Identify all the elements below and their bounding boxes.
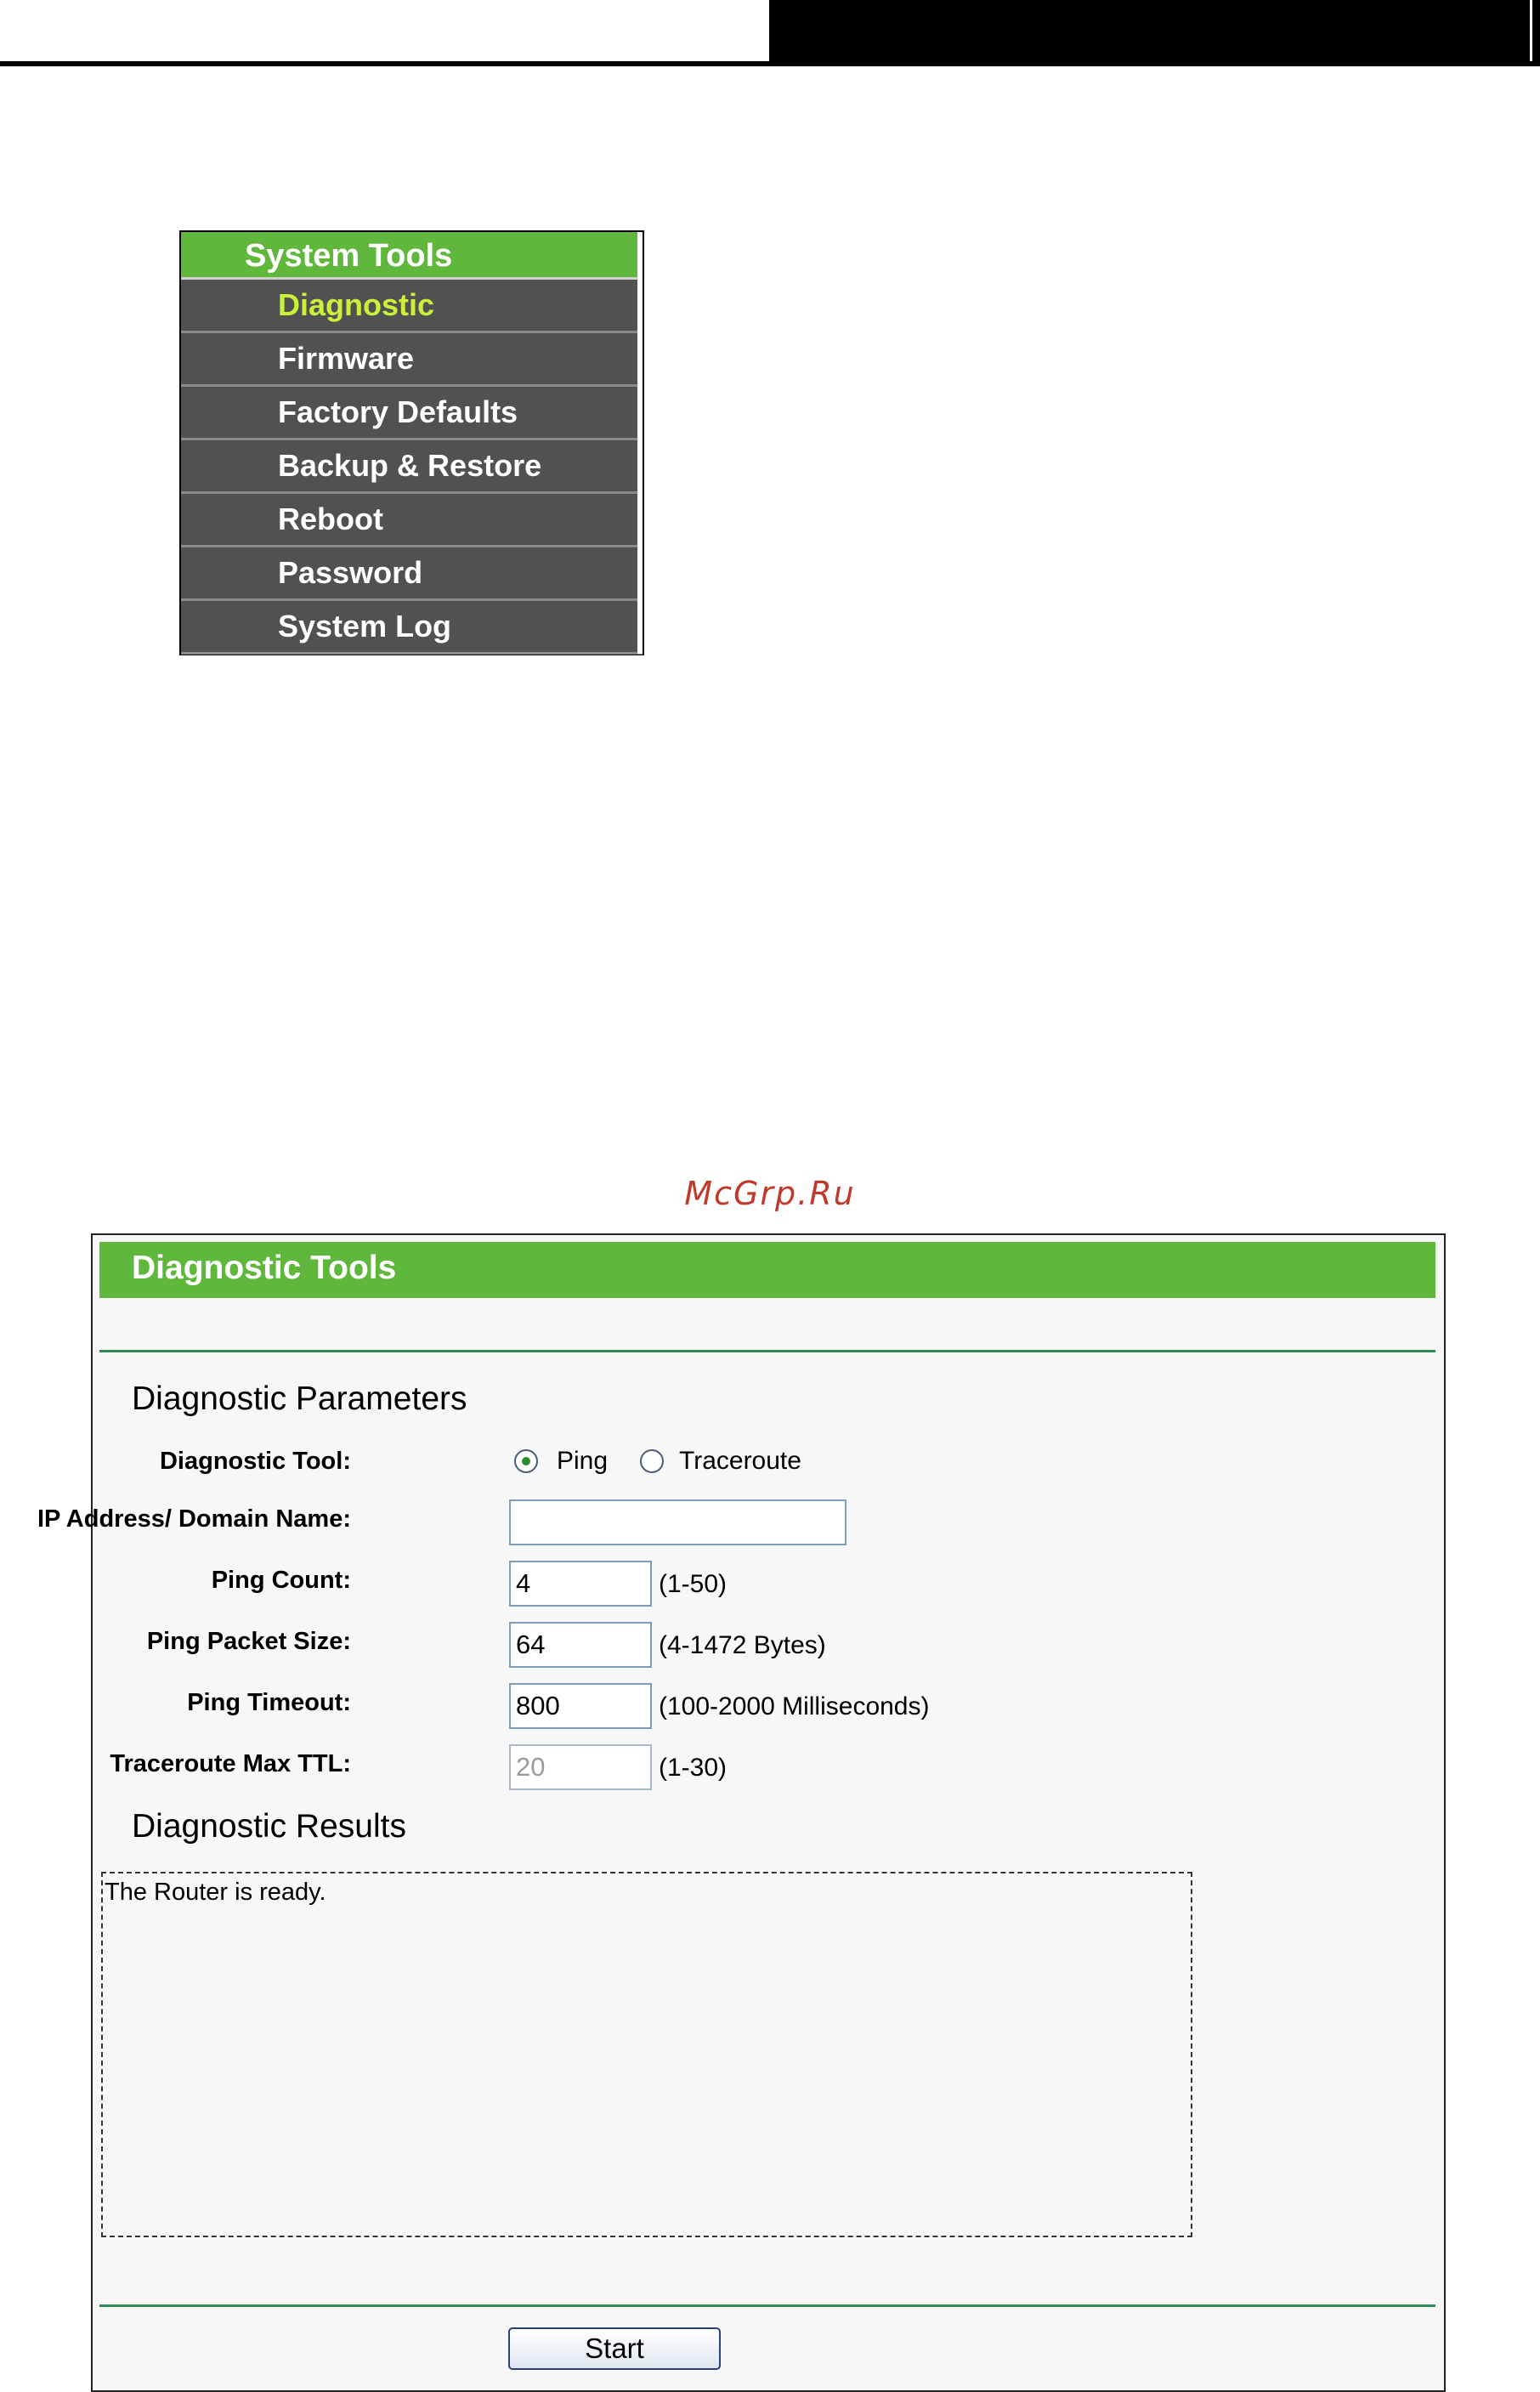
menu-header[interactable]: System Tools <box>181 232 643 280</box>
timeout-label: Ping Timeout: <box>187 1689 351 1716</box>
header-black-block <box>769 0 1540 63</box>
ping-radio[interactable] <box>514 1449 538 1473</box>
packet-size-input[interactable] <box>509 1622 652 1668</box>
menu-item-firmware[interactable]: Firmware <box>181 333 643 387</box>
menu-item-reboot[interactable]: Reboot <box>181 494 643 547</box>
ip-label: IP Address/ Domain Name: <box>37 1505 351 1533</box>
ip-address-input[interactable] <box>509 1499 846 1545</box>
ttl-input[interactable] <box>509 1744 652 1790</box>
start-button[interactable]: Start <box>508 2327 721 2370</box>
results-title: Diagnostic Results <box>132 1808 406 1845</box>
traceroute-radio-label: Traceroute <box>679 1447 801 1475</box>
divider <box>99 1350 1435 1352</box>
timeout-hint: (100-2000 Milliseconds) <box>659 1692 930 1720</box>
watermark: McGrp.Ru <box>684 1175 856 1212</box>
ttl-hint: (1-30) <box>659 1754 728 1782</box>
menu-item-system-log[interactable]: System Log <box>181 601 643 655</box>
divider <box>99 2304 1435 2307</box>
menu-item-password[interactable]: Password <box>181 547 643 601</box>
tool-label: Diagnostic Tool: <box>159 1448 351 1475</box>
menu-item-backup-restore[interactable]: Backup & Restore <box>181 440 643 494</box>
menu-item-diagnostic[interactable]: Diagnostic <box>181 280 643 333</box>
traceroute-radio[interactable] <box>640 1449 664 1473</box>
diagnostic-panel <box>37 1233 1446 2392</box>
packet-size-label: Ping Packet Size: <box>146 1628 351 1655</box>
ping-count-label: Ping Count: <box>211 1567 351 1594</box>
system-tools-menu <box>179 230 644 655</box>
header-block-edge <box>1530 0 1532 63</box>
header-rule <box>0 61 1540 66</box>
packet-size-hint: (4-1472 Bytes) <box>659 1631 826 1659</box>
params-title: Diagnostic Parameters <box>132 1380 467 1417</box>
menu-right-border <box>637 232 643 654</box>
ping-count-input[interactable] <box>509 1561 652 1607</box>
ttl-label: Traceroute Max TTL: <box>110 1750 351 1777</box>
results-text: The Router is ready. <box>105 1879 326 1906</box>
ping-radio-label: Ping <box>557 1447 609 1475</box>
menu-item-factory-defaults[interactable]: Factory Defaults <box>181 387 643 440</box>
timeout-input[interactable] <box>509 1683 652 1729</box>
results-box <box>101 1872 1192 2237</box>
ping-count-hint: (1-50) <box>659 1570 728 1598</box>
panel-title: Diagnostic Tools <box>99 1242 1435 1298</box>
